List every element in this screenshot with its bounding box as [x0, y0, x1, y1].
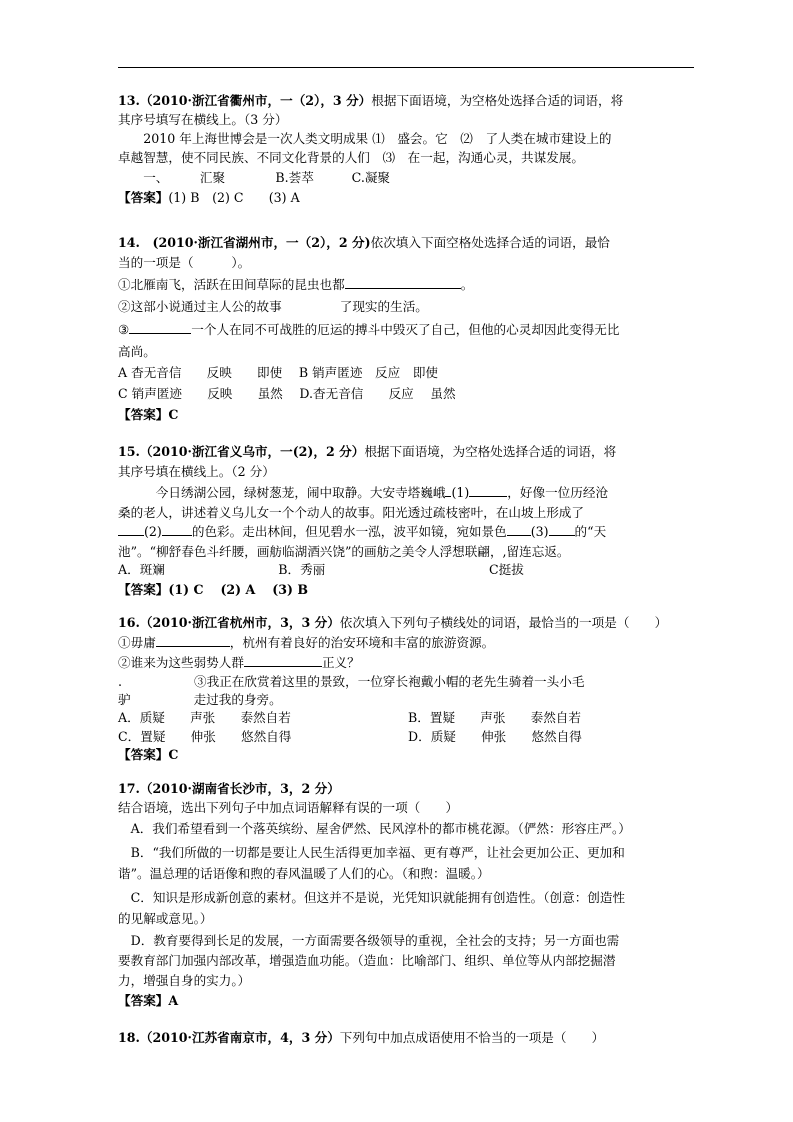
q16-instruction: 依次填入下列句子横线处的词语，最恰当的一项是（ ） — [339, 615, 668, 630]
q17-title — [118, 779, 340, 798]
q13-answer — [118, 188, 300, 207]
q18-line1 — [118, 1028, 604, 1047]
q15-p3-end: 的“天 — [574, 524, 607, 539]
answer-value: C — [168, 407, 179, 422]
q15-p1-text: 今日绣湖公园，绿树葱茏，闹中取静。大安寺塔巍峨 — [118, 485, 446, 500]
q16-sentence-3 — [118, 672, 584, 691]
q15-passage-1 — [118, 483, 608, 502]
q14-sentence-1 — [118, 275, 473, 294]
q13-options: 一、 汇聚 B.荟萃 C.凝聚 — [118, 170, 391, 185]
q14-sentence-2 — [118, 297, 428, 316]
q17-option-b-2: 谐”。温总理的话语像和煦的春风温暖了人们的心。（和煦：温暖。） — [118, 866, 490, 881]
q13-line1 — [118, 91, 623, 110]
q16-option-d: D．质疑 伸张 悠然自得 — [408, 729, 582, 744]
q17-option-d-2: 要教育部门加强内部改革，增强造血功能。（造血：比喻部门、组织、单位等从内部挖掘潜 — [118, 953, 616, 968]
answer-value: (1) C (2) A (3) B — [168, 582, 308, 597]
q15-title: 15.（2010·浙江省义乌市，一(2)，2 分） — [118, 444, 365, 459]
answer-value: A — [168, 993, 179, 1008]
q17-answer — [118, 991, 178, 1010]
q15-line1 — [118, 442, 616, 461]
q13-title: 13.（2010·浙江省衢州市，一（2），3 分） — [118, 93, 372, 108]
q13-instruction: 根据下面语境，为空格处选择合适的词语，将 — [371, 93, 624, 108]
q15-passage-2: 桑的老人，讲述着义乌儿女一个个动人的故事。阳光透过疏枝密叶，在山坡上形成了 — [118, 505, 584, 520]
q17-option-c-1: C．知识是形成新创意的素材。但这并不是说，光凭知识就能拥有创造性。（创意：创造性 — [118, 890, 626, 905]
answer-value: (1) B (2) C (3) A — [168, 190, 300, 205]
q14-s3-text: 一个人在同不可战胜的厄运的搏斗中毁灭了自己，但他的心灵却因此变得无比 — [191, 322, 620, 337]
q17-option-a: A．我们希望看到一个落英缤纷、屋舍俨然、民风淳朴的都市桃花源。（俨然：形容庄严。） — [118, 821, 631, 836]
q15-passage-3 — [118, 522, 606, 541]
q14-instruction-2: 当的一项是（ ）。 — [118, 255, 251, 270]
header-rule — [118, 67, 694, 68]
answer-label: 【答案】 — [118, 993, 169, 1008]
q17-option-d-1: D．教育要得到长足的发展，一方面需要各级领导的重视，全社会的支持；另一方面也需 — [118, 933, 620, 948]
q16-s2-text: ②谁来为这些弱势人群 — [118, 655, 244, 670]
q18-title: 18.（2010·江苏省南京市，4，3 分） — [118, 1030, 340, 1045]
q15-p3-text: 的色彩。走出林间，但见碧水一泓，波平如镜，宛如景色 — [191, 524, 507, 539]
q14-s1-text: ①北雁南飞，活跃在田间草际的昆虫也都 — [118, 277, 345, 292]
q16-s1-text: ①毋庸 — [118, 635, 156, 650]
q14-s1-end: 。 — [460, 277, 474, 292]
q16-line1 — [118, 613, 667, 632]
answer-label: 【答案】 — [118, 190, 169, 205]
blank-line — [129, 321, 191, 334]
q14-answer — [118, 405, 178, 424]
q14-line1 — [118, 233, 610, 252]
blank-line — [507, 523, 531, 536]
q14-title: 14. (2010·浙江省湖州市，一（2），2 分) — [118, 235, 371, 250]
q15-instruction: 根据下面语境，为空格处选择合适的词语，将 — [364, 444, 617, 459]
answer-label: 【答案】 — [118, 582, 169, 597]
q16-sentence-1 — [118, 633, 494, 652]
q14-option-ab: A 杳无音信 反映 即使 B 销声匿迹 反应 即使 — [118, 365, 439, 380]
q16-s3-dot: . — [118, 674, 123, 689]
q15-blank-1: (1) — [451, 485, 470, 500]
q14-option-cd: C 销声匿迹 反映 虽然 D.杳无音信 反应 虽然 — [118, 386, 456, 401]
q16-answer — [118, 745, 178, 764]
q17-option-d-3: 力，增强自身的实力。） — [118, 973, 251, 988]
q16-s2-end: 正义？ — [321, 655, 360, 670]
q17-instruction: 结合语境，选出下列句子中加点词语解释有误的一项（ ） — [118, 800, 459, 815]
answer-label: 【答案】 — [118, 747, 169, 762]
blank-line — [549, 523, 575, 536]
blank-line — [469, 484, 507, 497]
q17-option-b-1: B．“我们所做的一切都是要让人民生活得更加幸福、更有尊严，让社会更加公正、更加和 — [118, 845, 625, 860]
q16-s3-text: ③我正在欣赏着这里的景致，一位穿长袍戴小帽的老先生骑着一头小毛 — [194, 674, 585, 689]
q16-option-c: C．置疑 伸张 悠然自得 — [118, 729, 292, 744]
blank-line — [244, 654, 322, 667]
q16-title: 16.（2010·浙江省杭州市，3，3 分） — [118, 615, 340, 630]
blank-line — [345, 276, 461, 289]
q17-option-c-2: 的见解或意见。） — [118, 911, 213, 926]
q15-instruction-2: 其序号填在横线上。（2 分） — [118, 464, 275, 479]
q16-option-a: A．质疑 声张 泰然自若 — [118, 710, 291, 725]
q14-s2-end: 了现实的生活。 — [339, 299, 428, 314]
q15-blank-3: (3) — [530, 524, 549, 539]
q15-blank-2: (2) — [144, 524, 162, 539]
q15-p1-end: ，好像一位历经沧 — [507, 485, 609, 500]
blank-line — [156, 634, 230, 647]
q15-options: A．斑斓 B．秀丽 C挺拔 — [118, 562, 524, 577]
blank-line — [118, 523, 144, 536]
answer-label: 【答案】 — [118, 407, 169, 422]
q14-instruction: 依次填入下面空格处选择合适的词语，最恰 — [370, 235, 610, 250]
blank-line — [162, 523, 192, 536]
q14-sentence-3 — [118, 320, 619, 339]
q17-title-text: 17.（2010·湖南省长沙市，3，2 分） — [118, 781, 340, 796]
q18-instruction: 下列句中加点成语使用不恰当的一项是（ ） — [339, 1030, 605, 1045]
q14-s2-text: ②这部小说通过主人公的故事 — [118, 299, 282, 314]
q16-sentence-2 — [118, 653, 360, 672]
q16-sentence-3-cont: 驴 走过我的身旁。 — [118, 692, 282, 707]
q13-passage-2: 卓越智慧，使不同民族、不同文化背景的人们 ⑶ 在一起，沟通心灵，共谋发展。 — [118, 150, 584, 165]
q13-instruction-2: 其序号填写在横线上。（3 分） — [118, 112, 288, 127]
q15-passage-4: 池”。“柳舒春色斗纤腰，画舫临湖酒兴饶”的画舫之美令人浮想联翩，,留连忘返。 — [118, 544, 570, 559]
q15-answer — [118, 580, 308, 599]
q14-s3-num: ③ — [118, 322, 130, 337]
q13-passage-1: 2010 年上海世博会是一次人类文明成果 ⑴ 盛会。它 ⑵ 了人类在城市建设上的 — [118, 131, 612, 146]
q16-option-b: B．置疑 声张 泰然自若 — [408, 710, 581, 725]
q16-s1-end: ，杭州有着良好的治安环境和丰富的旅游资源。 — [229, 635, 495, 650]
q14-sentence-3-cont: 高尚。 — [118, 344, 156, 359]
answer-value: C — [168, 747, 179, 762]
